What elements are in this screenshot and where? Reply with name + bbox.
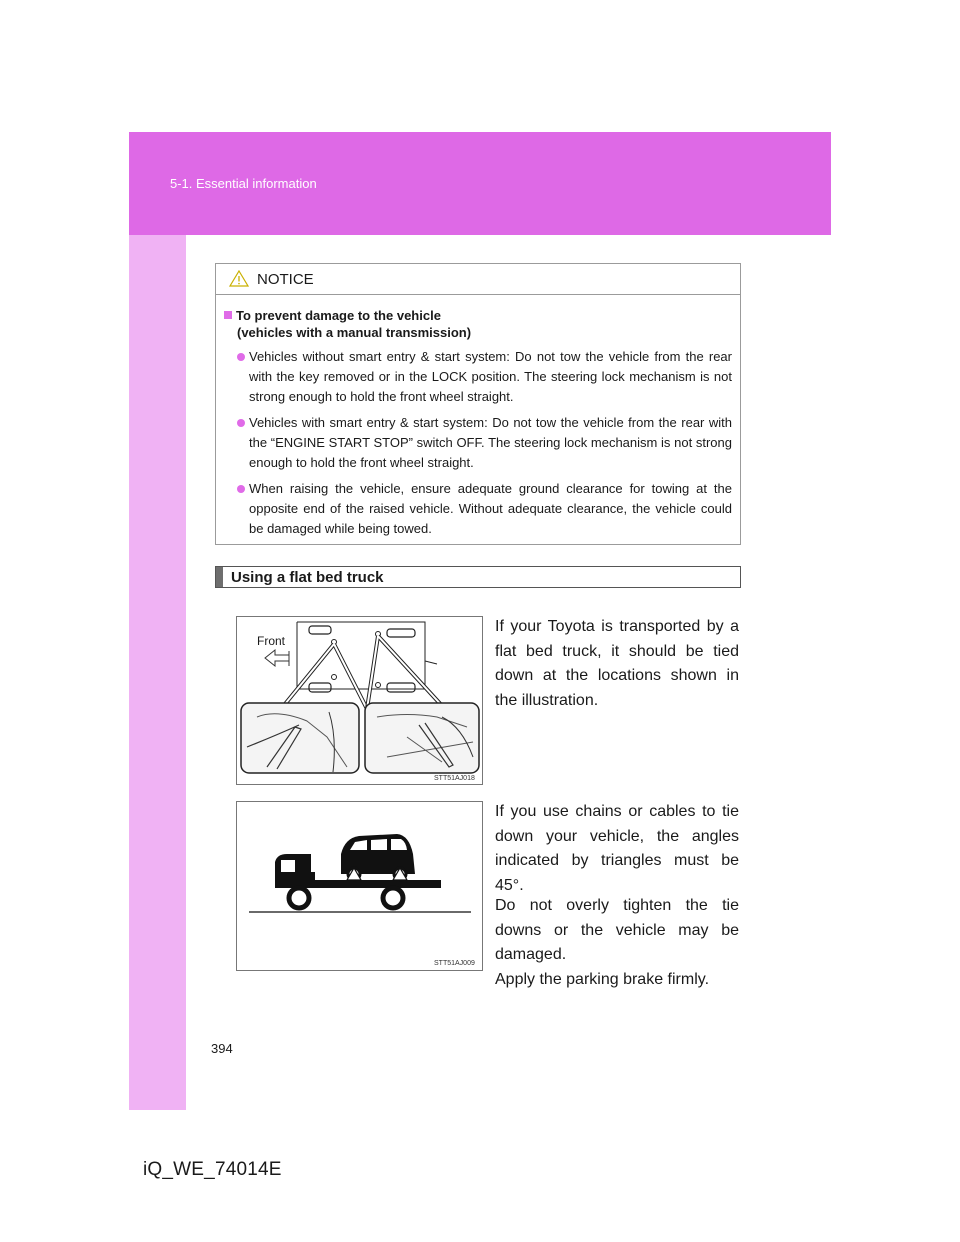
notice-title: NOTICE [257, 271, 314, 288]
chain-angle-text: If you use chains or cables to tie down your vehicle, the angles indicated by triangles must be 45°. [495, 803, 739, 894]
round-bullet-icon [237, 485, 245, 493]
side-strip [129, 235, 186, 1110]
figure-code: STT51AJ018 [434, 775, 475, 782]
page-number: 394 [211, 1041, 233, 1056]
notice-box [215, 263, 741, 545]
tighten-warning-text: Do not overly tighten the tie downs or the vehicle may be damaged. [495, 897, 739, 963]
notice-bullet-text: Vehicles with smart entry & start system: Do not tow the vehicle from the rear with the “ENGINE START STOP” switch OFF. The steering lock mechanism is not strong enough to hold the front wheel straight. [249, 415, 732, 470]
notice-heading-line1: To prevent damage to the vehicle [236, 308, 441, 323]
notice-bullet-text: When raising the vehicle, ensure adequate ground clearance for towing at the opposite end of the raised vehicle. Without adequate clearance, the vehicle could be damaged while being towed. [249, 481, 732, 536]
front-arrow-icon [265, 650, 289, 666]
document-code: iQ_WE_74014E [143, 1159, 282, 1180]
figure-code: STT51AJ009 [434, 960, 475, 967]
warning-triangle-icon [229, 270, 249, 292]
flatbed-intro-text: If your Toyota is transported by a flat bed truck, it should be tied down at the locations shown in the illustration. [495, 618, 739, 709]
notice-heading [224, 307, 740, 324]
round-bullet-icon [237, 353, 245, 361]
section-header: 5-1. Essential information [170, 176, 317, 191]
flatbed-truck-drawing [237, 802, 482, 970]
section-title: Using a flat bed truck [231, 569, 384, 586]
flatbed-truck-illustration [236, 801, 483, 971]
notice-bullet [249, 479, 732, 539]
round-bullet-icon [237, 419, 245, 427]
tiedown-illustration [236, 616, 483, 785]
notice-body [216, 295, 740, 539]
notice-bullet [249, 413, 732, 473]
notice-header [216, 264, 740, 295]
front-label: Front [257, 634, 286, 648]
section-accent [216, 567, 223, 587]
notice-heading-line2: (vehicles with a manual transmission) [237, 325, 472, 340]
square-bullet-icon [224, 311, 232, 319]
section-title-bar [215, 566, 741, 588]
parking-brake-text: Apply the parking brake firmly. [495, 971, 710, 988]
notice-bullet-text: Vehicles without smart entry & start system: Do not tow the vehicle from the rear with the key removed or in the LOCK position. The steering lock mechanism is not strong enough to hold the front wheel straight. [249, 349, 732, 404]
notice-bullet [249, 347, 732, 407]
